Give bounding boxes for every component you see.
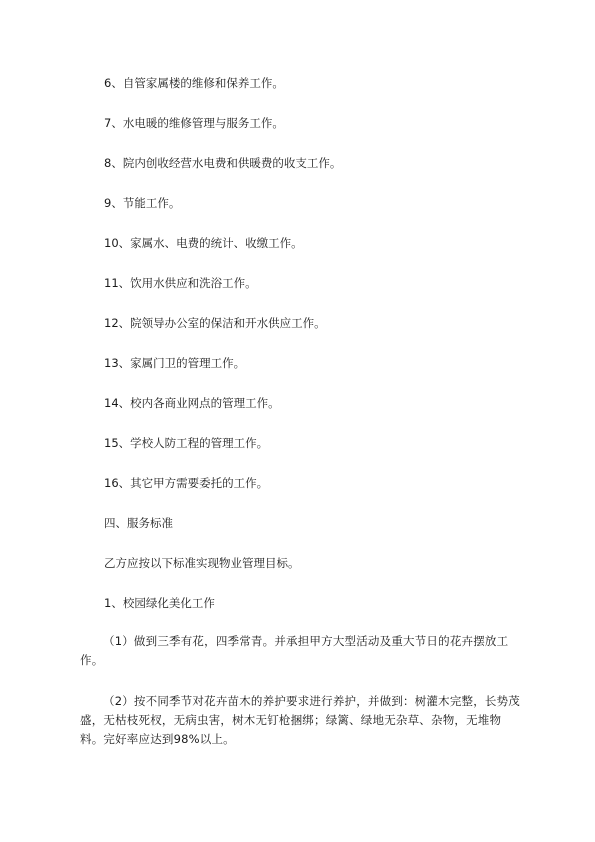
list-item-14: 14、校内各商业网点的管理工作。 [104,396,280,410]
paragraph-1: （1）做到三季有花，四季常青。并承担甲方大型活动及重大节日的花卉摆放工作。 [80,634,509,667]
list-item-13: 13、家属门卫的管理工作。 [104,356,246,370]
list-item-6: 6、自管家属楼的维修和保养工作。 [104,76,284,90]
list-item-7: 7、水电暖的维修管理与服务工作。 [104,116,284,130]
subsection-heading: 1、校园绿化美化工作 [104,596,215,610]
paragraph-2: （2）按不同季节对花卉苗木的养护要求进行养护，并做到：树灌木完整，长势茂盛，无枯枝死杈，无病虫害，树木无钉枪捆绑；绿篱、绿地无杂草、杂物，无堆物料。完好率应达到98%以上。 [80,694,521,746]
section-heading: 四、服务标准 [104,516,173,530]
list-item-11: 11、饮用水供应和洗浴工作。 [104,276,257,290]
intro-text: 乙方应按以下标准实现物业管理目标。 [104,556,300,570]
list-item-10: 10、家属水、电费的统计、收缴工作。 [104,236,303,250]
list-item-8: 8、院内创收经营水电费和供暖费的收支工作。 [104,156,342,170]
list-item-12: 12、院领导办公室的保洁和开水供应工作。 [104,316,326,330]
list-item-16: 16、其它甲方需要委托的工作。 [104,476,269,490]
list-item-9: 9、节能工作。 [104,196,181,210]
list-item-15: 15、学校人防工程的管理工作。 [104,436,269,450]
